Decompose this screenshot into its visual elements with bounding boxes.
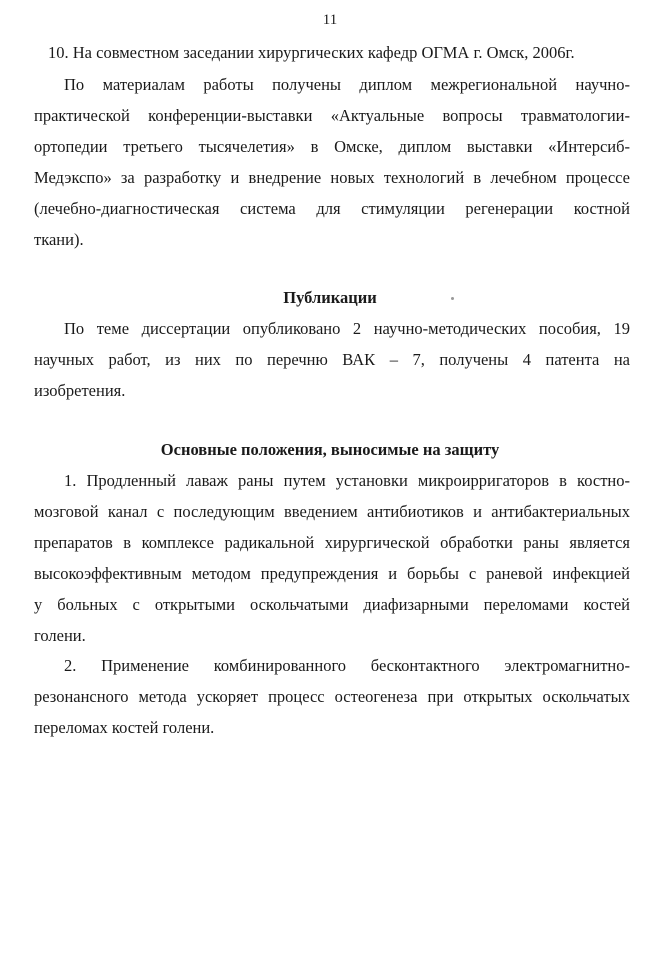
awards-line-5: (лечебно-диагностическая система для стимуляции регенерации костной [34, 199, 630, 218]
thesis2-line-2: резонансного метода ускоряет процесс остеогенеза при открытых оскольчатых [34, 687, 630, 706]
publications-line-1: По теме диссертации опубликовано 2 научно-методических пособия, 19 [64, 319, 630, 338]
awards-line-3: ортопедии третьего тысячелетия» в Омске, диплом выставки «Интерсиб- [34, 137, 630, 156]
awards-line-6: ткани). [34, 230, 84, 249]
thesis1-line-1: 1. Продленный лаваж раны путем установки микроирригаторов в костно- [64, 471, 630, 490]
awards-line-1: По материалам работы получены диплом межрегиональной научно- [64, 75, 630, 94]
thesis1-line-4: высокоэффективным методом предупреждения и борьбы с раневой инфекцией [34, 564, 630, 583]
awards-line-2: практической конференции-выставки «Актуальные вопросы травматологии- [34, 106, 630, 125]
thesis1-line-2: мозговой канал с последующим введением антибиотиков и антибактериальных [34, 502, 630, 521]
publications-line-3: изобретения. [34, 381, 126, 400]
scan-speck [451, 297, 454, 300]
page-number: 11 [322, 12, 338, 28]
publications-heading: Публикации [283, 288, 377, 307]
thesis1-line-3: препаратов в комплексе радикальной хирургической обработки раны является [34, 533, 630, 552]
publications-line-2: научных работ, из них по перечню ВАК – 7, получены 4 патента на [34, 350, 630, 369]
theses-heading: Основные положения, выносимые на защиту [160, 440, 500, 459]
thesis1-line-5: у больных с открытыми оскольчатыми диафизарными переломами костей [34, 595, 630, 614]
list-item-10: 10. На совместном заседании хирургических кафедр ОГМА г. Омск, 2006г. [48, 43, 575, 62]
thesis1-line-6: голени. [34, 626, 86, 645]
thesis2-line-3: переломах костей голени. [34, 718, 215, 737]
thesis2-line-1: 2. Применение комбинированного бесконтактного электромагнитно- [64, 656, 630, 675]
awards-line-4: Медэкспо» за разработку и внедрение новых технологий в лечебном процессе [34, 168, 630, 187]
